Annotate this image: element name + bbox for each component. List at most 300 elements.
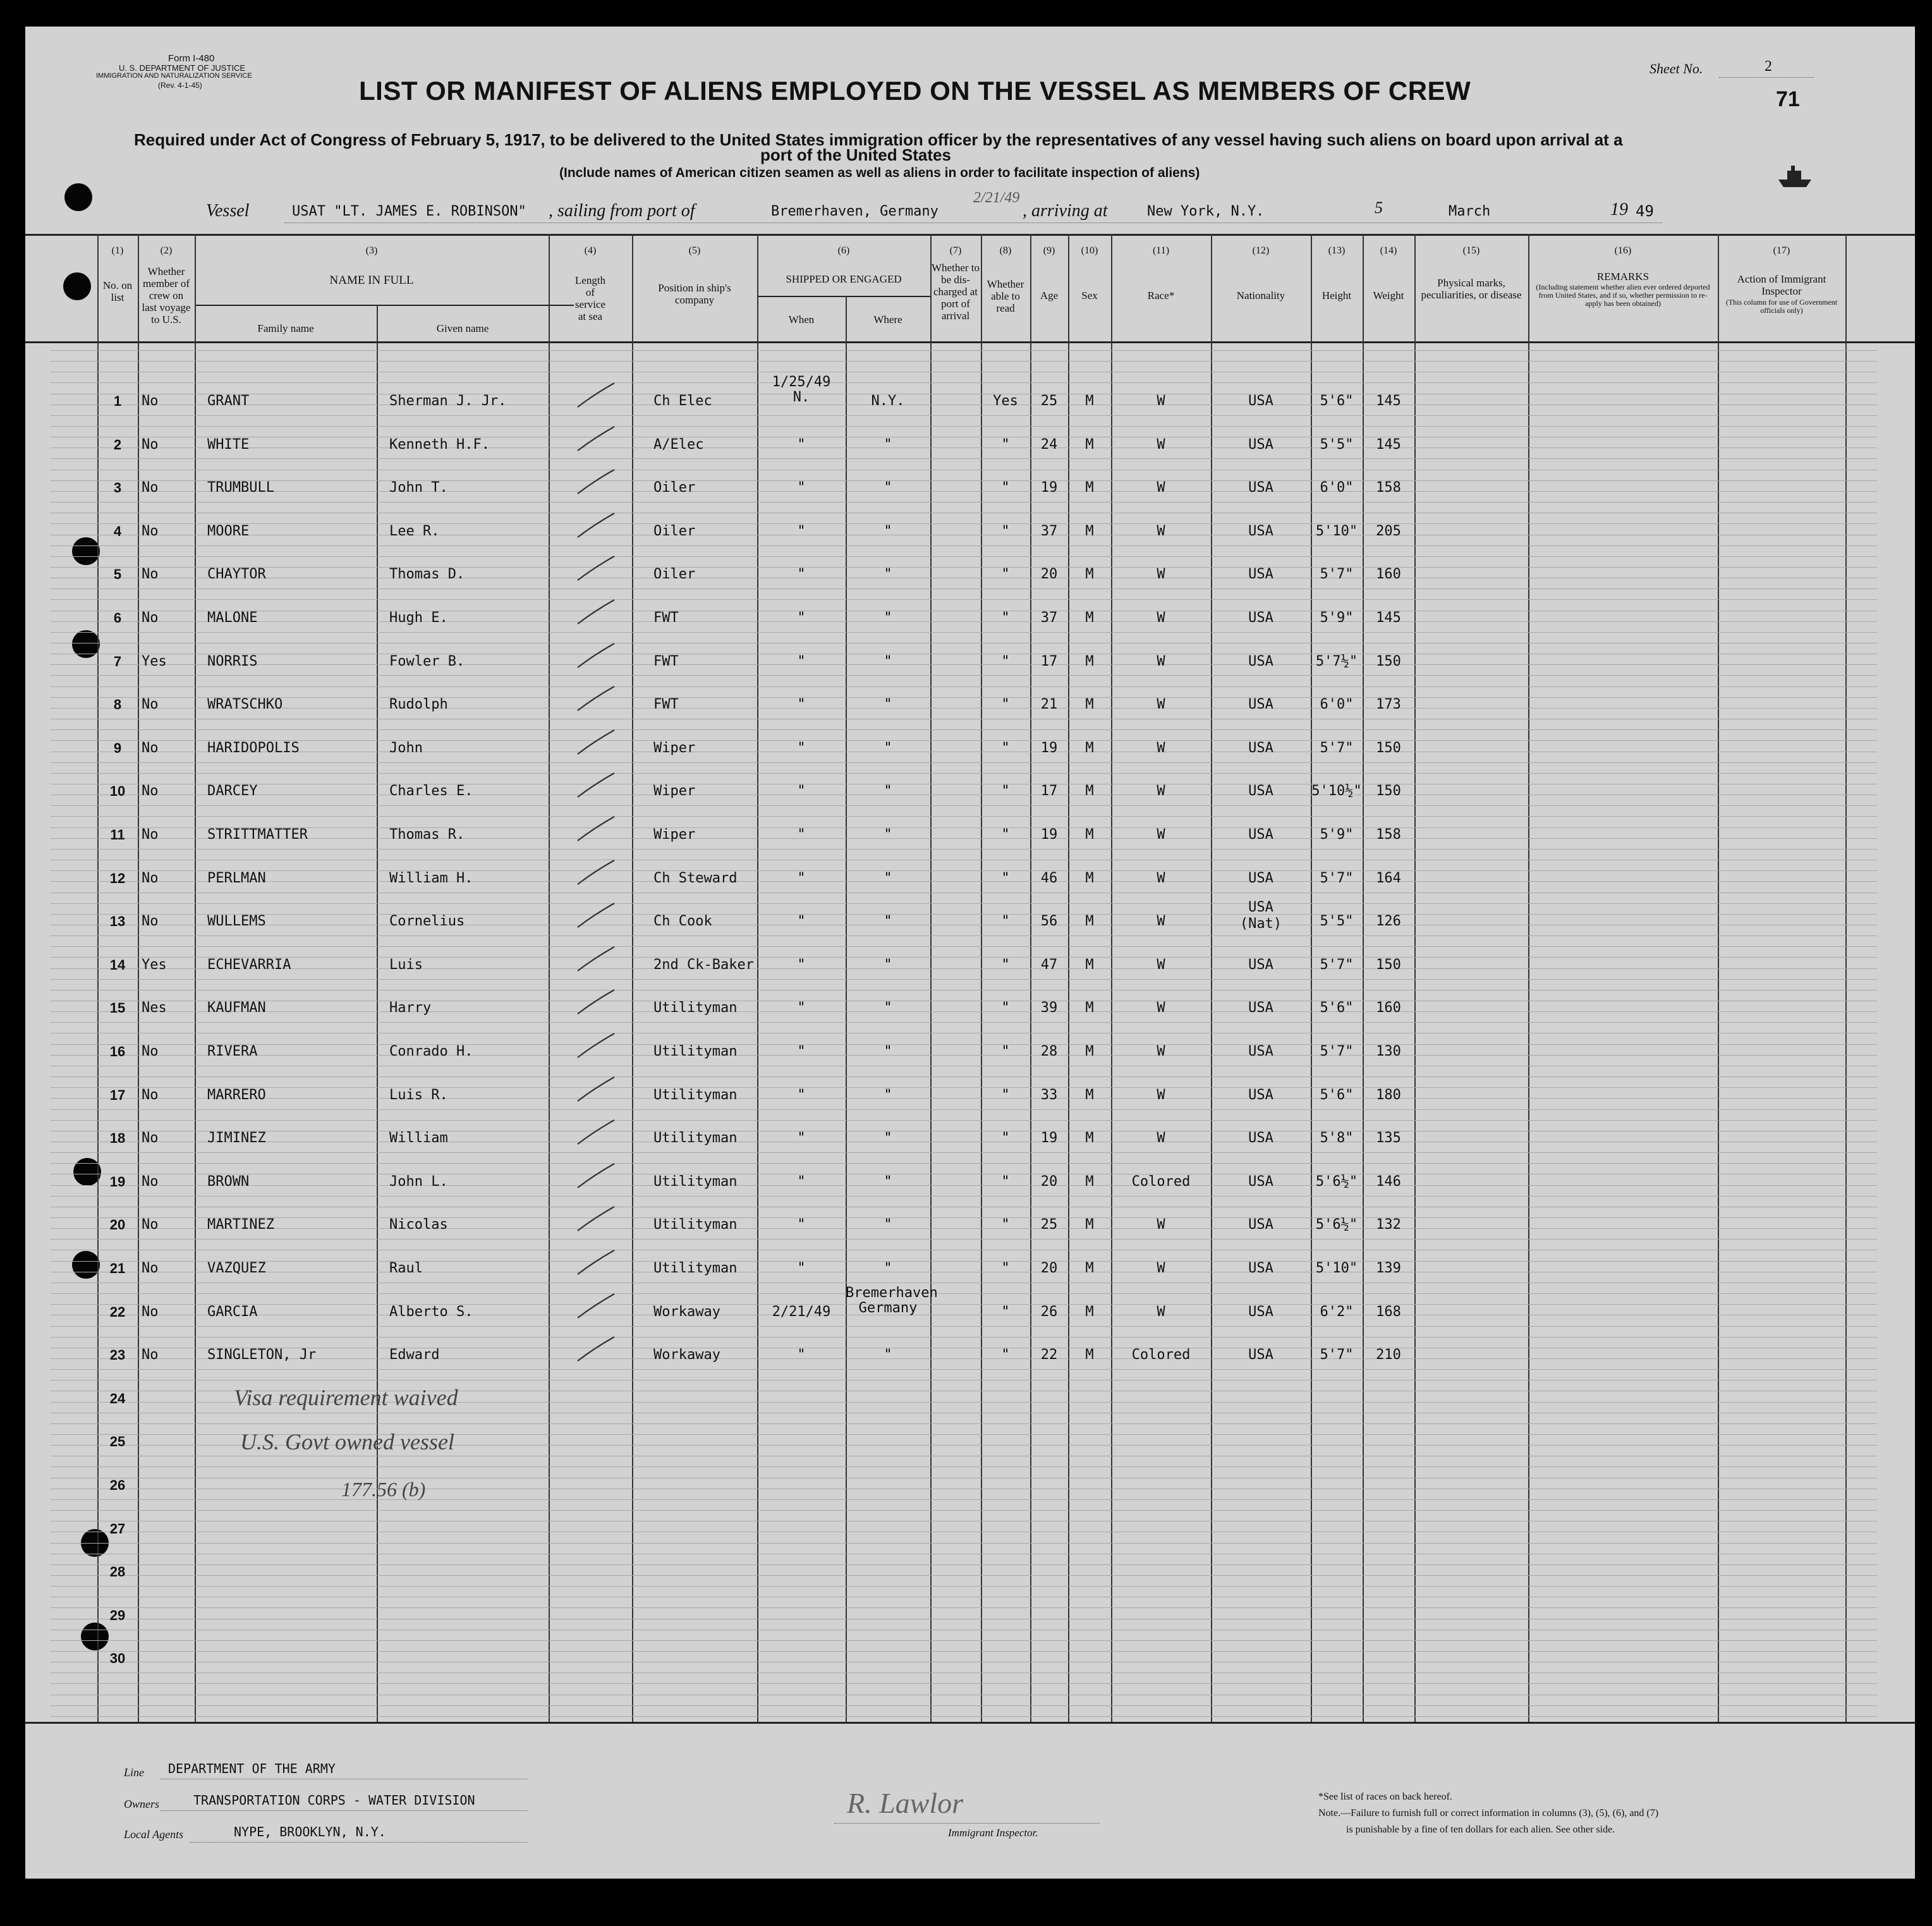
cell-race: W xyxy=(1157,1044,1165,1059)
cell-nationality: USA xyxy=(1248,899,1273,915)
col-5-number: (5) xyxy=(688,245,701,256)
cell-read: " xyxy=(1001,783,1010,799)
ruled-guide xyxy=(51,545,1877,546)
cell-family: DARCEY xyxy=(207,783,258,799)
handwritten-note-line-3: 177.56 (b) xyxy=(341,1478,426,1501)
cell-nationality: USA xyxy=(1248,1260,1273,1276)
cell-number: 10 xyxy=(109,783,126,799)
cell-pos: Wiper xyxy=(653,827,696,843)
cell-family: WRATSCHKO xyxy=(207,697,283,712)
cell-age: 17 xyxy=(1040,783,1058,799)
ruled-guide xyxy=(51,1716,1877,1717)
ruled-guide xyxy=(51,1076,1877,1077)
col-6a-heading: When xyxy=(788,314,815,326)
ruled-guide xyxy=(51,588,1877,589)
cell-family: VAZQUEZ xyxy=(207,1260,266,1276)
cell-given: Luis R. xyxy=(389,1087,448,1103)
cell-when: " xyxy=(797,566,806,582)
cell-when: " xyxy=(797,1130,806,1146)
cell-race: W xyxy=(1157,1000,1165,1016)
cell-prev: No xyxy=(142,783,159,799)
col-line xyxy=(1718,234,1719,1722)
cell-family: SINGLETON, Jr xyxy=(207,1347,317,1363)
cell-age: 37 xyxy=(1040,610,1058,626)
cell-pos: Utilityman xyxy=(653,1087,738,1103)
cell-when: 2/21/49 xyxy=(772,1304,831,1320)
col-16-heading: REMARKS xyxy=(1596,271,1649,283)
cell-age: 25 xyxy=(1040,393,1058,409)
cell-nationality: USA xyxy=(1248,1087,1273,1103)
checkmark-icon xyxy=(575,424,619,456)
footer-line-label: Line xyxy=(124,1766,145,1779)
ruled-guide xyxy=(51,1683,1877,1684)
col-8-number: (8) xyxy=(999,245,1012,256)
cell-sex: M xyxy=(1085,1087,1094,1103)
checkmark-icon xyxy=(575,641,619,673)
punch-hole xyxy=(72,537,100,565)
cell-family: RIVERA xyxy=(207,1044,258,1059)
ship-icon xyxy=(1776,164,1814,190)
cell-number: 9 xyxy=(113,740,122,756)
cell-race: W xyxy=(1157,740,1165,756)
cell-nationality: (Nat) xyxy=(1239,916,1282,932)
col-line xyxy=(549,234,550,1722)
cell-where: " xyxy=(884,480,892,496)
col-17-number: (17) xyxy=(1773,245,1790,256)
vessel-name: USAT "LT. JAMES E. ROBINSON" xyxy=(292,204,526,219)
ruled-guide xyxy=(51,1586,1877,1587)
checkmark-icon xyxy=(575,987,619,1019)
cell-prev: No xyxy=(142,1304,159,1320)
col-13-number: (13) xyxy=(1328,245,1346,256)
cell-when: " xyxy=(797,610,806,626)
punch-hole xyxy=(81,1623,109,1650)
cell-nationality: USA xyxy=(1248,393,1273,409)
sheet-number: 2 xyxy=(1765,58,1772,75)
cell-where: " xyxy=(884,870,892,886)
cell-race: W xyxy=(1157,827,1165,843)
ruled-guide xyxy=(51,502,1877,503)
cell-where: " xyxy=(884,957,892,973)
ruled-guide xyxy=(51,1575,1877,1576)
col-17-subheading: (This column for use of Government officials only) xyxy=(1725,298,1838,315)
cell-number: 20 xyxy=(109,1217,126,1233)
cell-prev: No xyxy=(142,566,159,582)
cell-nationality: USA xyxy=(1248,1347,1273,1363)
department: U. S. DEPARTMENT OF JUSTICE xyxy=(119,63,246,73)
cell-wt: 126 xyxy=(1376,913,1401,929)
cell-read: " xyxy=(1001,1130,1010,1146)
ruled-guide xyxy=(51,1640,1877,1641)
cell-pos: Utilityman xyxy=(653,1000,738,1016)
checkmark-icon xyxy=(575,814,619,846)
cell-sex: M xyxy=(1085,957,1094,973)
cell-read: " xyxy=(1001,1304,1010,1320)
header-bottom-rule xyxy=(25,341,1915,343)
col-1-number: (1) xyxy=(111,245,124,256)
cell-number: 28 xyxy=(109,1564,126,1580)
cell-where: " xyxy=(884,697,892,712)
cell-number: 30 xyxy=(109,1650,126,1666)
ruled-guide xyxy=(51,1196,1877,1197)
cell-sex: M xyxy=(1085,1217,1094,1233)
cell-wt: 145 xyxy=(1376,437,1401,453)
footnote-fine: is punishable by a fine of ten dollars for each alien. See other side. xyxy=(1346,1824,1615,1835)
cell-race: W xyxy=(1157,654,1165,669)
cell-wt: 150 xyxy=(1376,740,1401,756)
cell-given: Alberto S. xyxy=(389,1304,473,1320)
cell-where: " xyxy=(884,740,892,756)
ruled-guide xyxy=(51,1152,1877,1153)
cell-number: 25 xyxy=(109,1434,126,1449)
cell-read: " xyxy=(1001,1000,1010,1016)
cell-given: Raul xyxy=(389,1260,423,1276)
cell-sex: M xyxy=(1085,1304,1094,1320)
cell-wt: 160 xyxy=(1376,1000,1401,1016)
sheet-label: Sheet No. xyxy=(1649,61,1703,76)
ruled-guide xyxy=(51,903,1877,904)
cell-read: " xyxy=(1001,1044,1010,1059)
ruled-guide xyxy=(51,1380,1877,1381)
cell-number: 8 xyxy=(113,697,122,712)
ruled-guide xyxy=(51,675,1877,676)
cell-sex: M xyxy=(1085,1130,1094,1146)
cell-pos: Utilityman xyxy=(653,1174,738,1190)
cell-age: 47 xyxy=(1040,957,1058,973)
col-line xyxy=(1363,234,1364,1722)
ruled-guide xyxy=(51,1293,1877,1294)
cell-when: " xyxy=(797,913,806,929)
cell-given: Hugh E. xyxy=(389,610,448,626)
cell-wt: 132 xyxy=(1376,1217,1401,1233)
cell-where: " xyxy=(884,654,892,669)
cell-family: MARTINEZ xyxy=(207,1217,274,1233)
cell-number: 22 xyxy=(109,1304,126,1320)
col-1-heading: No. on list xyxy=(102,279,133,303)
cell-wt: 150 xyxy=(1376,654,1401,669)
cell-where: " xyxy=(884,610,892,626)
sailing-date-handwritten: 2/21/49 xyxy=(973,190,1020,206)
col-line xyxy=(632,234,633,1722)
cell-pos: Oiler xyxy=(653,523,696,539)
cell-when: " xyxy=(797,697,806,712)
cell-wt: 210 xyxy=(1376,1347,1401,1363)
cell-number: 1 xyxy=(113,393,122,409)
ruled-guide xyxy=(51,1120,1877,1121)
ruled-guide xyxy=(51,1163,1877,1164)
cell-pos: A/Elec xyxy=(653,437,704,453)
arrival-day: 5 xyxy=(1375,198,1383,217)
cell-wt: 158 xyxy=(1376,827,1401,843)
cell-wt: 168 xyxy=(1376,1304,1401,1320)
cell-race: W xyxy=(1157,437,1165,453)
cell-prev: No xyxy=(142,1347,159,1363)
cell-wt: 135 xyxy=(1376,1130,1401,1146)
col-line xyxy=(195,234,196,1722)
ruled-guide xyxy=(51,1423,1877,1424)
cell-read: " xyxy=(1001,740,1010,756)
col-9-heading: Age xyxy=(1040,290,1059,302)
cell-pos: Workaway xyxy=(653,1304,720,1320)
cell-age: 19 xyxy=(1040,827,1058,843)
voyage-field-line xyxy=(284,222,1662,223)
cell-family: JIMINEZ xyxy=(207,1130,266,1146)
cell-family: ECHEVARRIA xyxy=(207,957,291,973)
cell-race: W xyxy=(1157,697,1165,712)
cell-race: W xyxy=(1157,957,1165,973)
cell-prev: No xyxy=(142,1087,159,1103)
col-16-number: (16) xyxy=(1614,245,1632,256)
ruled-guide xyxy=(51,1337,1877,1338)
cell-given: John L. xyxy=(389,1174,448,1190)
cell-nationality: USA xyxy=(1248,1174,1273,1190)
cell-family: MALONE xyxy=(207,610,258,626)
ruled-guide xyxy=(51,773,1877,774)
cell-race: Colored xyxy=(1131,1174,1191,1190)
cell-number: 15 xyxy=(109,1000,126,1016)
cell-prev: Nes xyxy=(142,1000,167,1016)
cell-where: " xyxy=(884,566,892,582)
cell-given: Conrado H. xyxy=(389,1044,473,1059)
ruled-guide xyxy=(51,632,1877,633)
cell-family: MARRERO xyxy=(207,1087,266,1103)
cell-given: Edward xyxy=(389,1347,440,1363)
cell-number: 18 xyxy=(109,1130,126,1146)
cell-when: " xyxy=(797,1044,806,1059)
cell-prev: No xyxy=(142,1174,159,1190)
cell-race: W xyxy=(1157,480,1165,496)
cell-read: " xyxy=(1001,523,1010,539)
cell-pos: Wiper xyxy=(653,740,696,756)
revision: (Rev. 4-1-45) xyxy=(158,81,202,90)
cell-number: 24 xyxy=(109,1391,126,1406)
name-subheader-rule xyxy=(195,305,574,306)
cell-sex: M xyxy=(1085,1260,1094,1276)
cell-prev: No xyxy=(142,480,159,496)
cell-when: " xyxy=(797,523,806,539)
ruled-guide xyxy=(51,415,1877,416)
col-14-number: (14) xyxy=(1380,245,1397,256)
cell-family: MOORE xyxy=(207,523,250,539)
checkmark-icon xyxy=(575,1204,619,1236)
col-3-heading: NAME IN FULL xyxy=(329,274,414,287)
cell-pos: Wiper xyxy=(653,783,696,799)
ruled-guide xyxy=(51,599,1877,600)
cell-prev: No xyxy=(142,437,159,453)
col-9-number: (9) xyxy=(1043,245,1055,256)
cell-sex: M xyxy=(1085,654,1094,669)
cell-family: BROWN xyxy=(207,1174,250,1190)
ruled-guide xyxy=(51,1466,1877,1467)
cell-number: 5 xyxy=(113,566,122,582)
cell-wt: 160 xyxy=(1376,566,1401,582)
punch-hole xyxy=(64,183,92,211)
cell-given: Thomas R. xyxy=(389,827,465,843)
ruled-guide xyxy=(51,729,1877,730)
cell-number: 17 xyxy=(109,1087,126,1103)
col-8-heading: Whether able to read xyxy=(987,278,1024,314)
cell-pos: Utilityman xyxy=(653,1260,738,1276)
footer-agents-label: Local Agents xyxy=(124,1828,184,1841)
cell-nationality: USA xyxy=(1248,957,1273,973)
cell-prev: No xyxy=(142,1044,159,1059)
cell-sex: M xyxy=(1085,1044,1094,1059)
cell-ht: 5'7" xyxy=(1320,957,1354,973)
cell-read: " xyxy=(1001,1260,1010,1276)
cell-nationality: USA xyxy=(1248,566,1273,582)
cell-nationality: USA xyxy=(1248,654,1273,669)
ruled-guide xyxy=(51,762,1877,763)
cell-sex: M xyxy=(1085,1000,1094,1016)
cell-ht: 5'7" xyxy=(1320,1044,1354,1059)
ruled-guide xyxy=(51,1022,1877,1023)
cell-read: " xyxy=(1001,1087,1010,1103)
checkmark-icon xyxy=(575,1248,619,1279)
checkmark-icon xyxy=(575,381,619,412)
cell-ht: 6'0" xyxy=(1320,480,1354,496)
cell-when: " xyxy=(797,1260,806,1276)
cell-number: 21 xyxy=(109,1260,126,1276)
cell-when: " xyxy=(797,870,806,886)
cell-pos: Utilityman xyxy=(653,1217,738,1233)
cell-given: Nicolas xyxy=(389,1217,448,1233)
cell-given: Luis xyxy=(389,957,423,973)
cell-sex: M xyxy=(1085,913,1094,929)
cell-race: Colored xyxy=(1131,1347,1191,1363)
cell-ht: 5'6½" xyxy=(1315,1217,1358,1233)
punch-hole xyxy=(63,272,91,300)
cell-given: Cornelius xyxy=(389,913,465,929)
footer-line-value: DEPARTMENT OF THE ARMY xyxy=(168,1761,336,1776)
ruled-guide xyxy=(51,382,1877,383)
cell-number: 4 xyxy=(113,523,122,539)
checkmark-icon xyxy=(575,511,619,542)
cell-age: 25 xyxy=(1040,1217,1058,1233)
table-bottom-rule xyxy=(25,1722,1915,1724)
cell-age: 26 xyxy=(1040,1304,1058,1320)
col-3b-heading: Given name xyxy=(436,322,489,334)
col-line xyxy=(1030,234,1031,1722)
cell-where: " xyxy=(884,1044,892,1059)
page-title: LIST OR MANIFEST OF ALIENS EMPLOYED ON THE VESSEL AS MEMBERS OF CREW xyxy=(359,76,1471,106)
footer-owners-value: TRANSPORTATION CORPS - WATER DIVISION xyxy=(193,1793,475,1808)
cell-ht: 5'6" xyxy=(1320,1000,1354,1016)
cell-prev: No xyxy=(142,1217,159,1233)
cell-pos: Workaway xyxy=(653,1347,720,1363)
checkmark-icon xyxy=(575,1075,619,1106)
checkmark-icon xyxy=(575,1291,619,1323)
cell-age: 39 xyxy=(1040,1000,1058,1016)
cell-where: " xyxy=(884,1217,892,1233)
cell-ht: 5'6½" xyxy=(1315,1174,1358,1190)
cell-number: 11 xyxy=(110,827,125,843)
cell-sex: M xyxy=(1085,783,1094,799)
cell-wt: 150 xyxy=(1376,957,1401,973)
punch-hole xyxy=(72,1251,100,1279)
cell-family: WULLEMS xyxy=(207,913,266,929)
cell-read: " xyxy=(1001,957,1010,973)
cell-number: 13 xyxy=(109,913,126,929)
cell-ht: 5'6" xyxy=(1320,393,1354,409)
checkmark-icon xyxy=(575,684,619,716)
ruled-guide xyxy=(51,556,1877,557)
cell-read: " xyxy=(1001,870,1010,886)
cell-pos: Utilityman xyxy=(653,1130,738,1146)
cell-number: 14 xyxy=(109,957,126,973)
col-14-heading: Weight xyxy=(1373,290,1404,302)
cell-pos: Ch Elec xyxy=(653,393,712,409)
cell-ht: 5'8" xyxy=(1320,1130,1354,1146)
inspector-label: Immigrant Inspector. xyxy=(948,1827,1038,1839)
cell-where: " xyxy=(884,437,892,453)
cell-wt: 130 xyxy=(1376,1044,1401,1059)
cell-where: " xyxy=(884,1000,892,1016)
col-line xyxy=(377,305,378,1722)
ruled-guide xyxy=(51,426,1877,427)
cell-when: " xyxy=(797,827,806,843)
cell-given: John T. xyxy=(389,480,448,496)
cell-read: " xyxy=(1001,1174,1010,1190)
col-3-number: (3) xyxy=(365,245,378,256)
cell-pos: Utilityman xyxy=(653,1044,738,1059)
cell-read: Yes xyxy=(993,393,1018,409)
cell-when: " xyxy=(797,957,806,973)
col-line xyxy=(138,234,139,1722)
checkmark-icon xyxy=(575,554,619,585)
checkmark-icon xyxy=(575,1031,619,1063)
ruled-guide xyxy=(51,361,1877,362)
cell-sex: M xyxy=(1085,697,1094,712)
cell-when: " xyxy=(797,1217,806,1233)
col-10-heading: Sex xyxy=(1081,290,1098,302)
cell-pos: FWT xyxy=(653,610,679,626)
cell-sex: M xyxy=(1085,437,1094,453)
cell-when: " xyxy=(797,740,806,756)
cell-sex: M xyxy=(1085,740,1094,756)
cell-read: " xyxy=(1001,827,1010,843)
cell-family: PERLMAN xyxy=(207,870,266,886)
shipped-subheader-rule xyxy=(757,296,930,297)
cell-nationality: USA xyxy=(1248,1044,1273,1059)
ruled-guide xyxy=(51,1326,1877,1327)
cell-pos: FWT xyxy=(653,654,679,669)
cell-read: " xyxy=(1001,566,1010,582)
cell-ht: 5'9" xyxy=(1320,610,1354,626)
subtitle-1: Required under Act of Congress of February 5, 1917, to be delivered to the United States immigration officer by the representatives of any vessel having such aliens on board upon arrival at a xyxy=(134,130,1623,149)
cell-race: W xyxy=(1157,870,1165,886)
cell-given: Thomas D. xyxy=(389,566,465,582)
col-10-number: (10) xyxy=(1081,245,1098,256)
cell-number: 26 xyxy=(109,1477,126,1493)
col-6b-heading: Where xyxy=(873,314,902,326)
cell-age: 28 xyxy=(1040,1044,1058,1059)
cell-ht: 6'2" xyxy=(1320,1304,1354,1320)
cell-nationality: USA xyxy=(1248,1217,1273,1233)
col-line xyxy=(981,234,982,1722)
cell-sex: M xyxy=(1085,566,1094,582)
col-line xyxy=(1414,234,1416,1722)
cell-ht: 5'5" xyxy=(1320,437,1354,453)
cell-family: CHAYTOR xyxy=(207,566,266,582)
cell-prev: No xyxy=(142,697,159,712)
cell-nationality: USA xyxy=(1248,870,1273,886)
col-6-heading: SHIPPED OR ENGAGED xyxy=(786,273,902,285)
ruled-guide xyxy=(51,816,1877,817)
checkmark-icon xyxy=(575,1161,619,1193)
cell-wt: 173 xyxy=(1376,697,1401,712)
ruled-guide xyxy=(51,1499,1877,1500)
cell-wt: 145 xyxy=(1376,393,1401,409)
